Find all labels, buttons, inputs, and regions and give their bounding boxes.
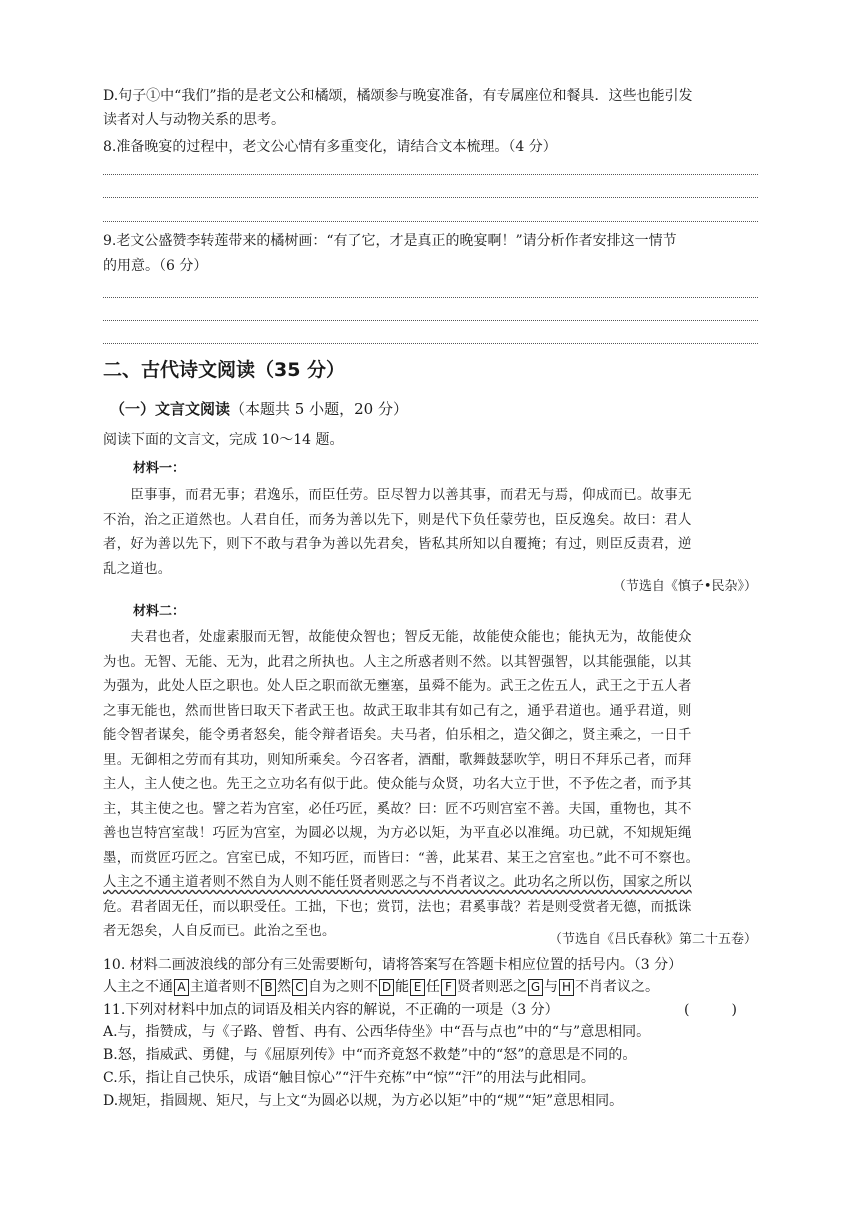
passage-line: 墨，而赏匠巧匠之。宫室已成，不知巧匠，而皆曰：“善，此某君、某王之宫室也。”此不可不察也。 — [103, 850, 700, 866]
answer-line — [103, 343, 758, 344]
passage-line: 者，好为善以先下，则下不敢与君争为善以先君矣，皆私其所知以自覆掩；有过，则臣反责君，逆 — [103, 537, 692, 552]
instruction: 阅读下面的文言文，完成 10～14 题。 — [103, 432, 344, 448]
q11-option-b: B.怒，指威武、勇健，与《屈原列传》中“而齐竟怒不救楚”中的“怒”的意思是不同的。 — [103, 1047, 637, 1063]
answer-line — [103, 174, 758, 175]
break-box-h[interactable]: H — [559, 979, 574, 996]
passage-line: 主人，主人使之也。先王之立功名有似于此。使众能与众贤，功名大立于世，不予佐之者，而予其 — [103, 777, 692, 792]
text-segment: 人主之不通 — [103, 979, 173, 995]
passage-line: 之事无能也，然而世皆曰取天下者武王也。故武王取非其有如己有之，通乎君道也。通乎君道，则 — [103, 703, 692, 719]
subsection-title-rest: （本题共 5 小题，20 分） — [230, 400, 408, 418]
break-box-c[interactable]: C — [292, 979, 307, 996]
text-segment: 主道者则不 — [190, 979, 260, 995]
passage-line: 危。君者固无任，而以职受任。工拙，下也；赏罚，法也；君奚事哉？若是则受赏者无德，而抵诛 — [103, 899, 692, 915]
text-segment: 任 — [426, 979, 440, 995]
material-1-text — [103, 484, 763, 582]
material-1-label: 材料一： — [133, 461, 186, 476]
break-box-b[interactable]: B — [261, 979, 276, 996]
passage-line: 者无怨矣，人自反而已。此治之至也。 — [103, 924, 336, 939]
q11-option-d: D.规矩，指圆规、矩尺，与上文“为圆必以规，为方必以矩”中的“规”“矩”意思相同。 — [103, 1093, 624, 1109]
answer-line — [103, 297, 758, 298]
break-box-g[interactable]: G — [528, 979, 543, 996]
q11-option-a: A.与，指赞成，与《子路、曾皙、冉有、公西华侍坐》中“吾与点也”中的“与”意思相同。 — [103, 1024, 651, 1040]
passage-line: 能令智者谋矣，能令勇者怒矣，能令辩者语矣。夫马者，伯乐相之，造父御之，贤主乘之，一日千 — [103, 728, 692, 743]
text-segment: 与 — [544, 979, 558, 995]
answer-parenthesis[interactable]: ( ) — [684, 1002, 737, 1018]
passage-line: 乱之道也。 — [103, 561, 172, 577]
question-10: 10. 材料二画波浪线的部分有三处需要断句，请将答案写在答题卡相应位置的括号内。（3 分） — [103, 957, 683, 973]
text-segment: 能 — [395, 979, 409, 995]
text-segment: 然 — [277, 979, 291, 995]
text-segment: 不肖者议之。 — [575, 979, 659, 995]
passage-line: 为强为，此处人臣之职也。处人臣之职而欲无壅塞，虽舜不能为。武王之佐五人，武王之于五人者 — [103, 679, 692, 694]
question-10-sentence — [103, 977, 659, 997]
question-8: 8.准备晚宴的过程中，老文公心情有多重变化，请结合文本梳理。（4 分） — [103, 139, 557, 155]
question-9-line1: 9.老文公盛赞李转莲带来的橘树画：“有了它，才是真正的晚宴啊！”请分析作者安排这一情节 — [103, 233, 677, 249]
question-11-stem: 11.下列对材料中加点的词语及相关内容的解说，不正确的一项是（3 分） — [103, 1002, 559, 1018]
passage-line: 主，其主使之也。譬之若为宫室，必任巧匠，奚故？曰：匠不巧则宫室不善。夫国，重物也，其不 — [103, 801, 692, 817]
section-title: 二、古代诗文阅读（35 分） — [103, 359, 346, 381]
passage-line-wavy: 人主之不通主道者则不然自为人则不能任贤者则恶之与不肖者议之。此功名之所以伤，国家之所以 — [103, 875, 692, 890]
break-box-a[interactable]: A — [174, 979, 189, 996]
break-box-e[interactable]: E — [410, 979, 425, 996]
subsection-title — [110, 398, 408, 420]
answer-line — [103, 197, 758, 198]
text-segment: 贤者则恶之 — [457, 979, 527, 995]
q11-option-c: C.乐，指让自己快乐，成语“触目惊心”“汗牛充栋”中“惊”“汗”的用法与此相同。 — [103, 1070, 595, 1086]
answer-line — [103, 221, 758, 222]
answer-line — [103, 320, 758, 321]
q7-option-d-line2: 读者对人与动物关系的思考。 — [103, 112, 285, 128]
passage-line: 夫君也者，处虚素服而无智，故能使众智也；智反无能，故能使众能也；能执无为，故能使众 — [103, 630, 692, 645]
passage-line: 善也岂特宫室哉！巧匠为宫室，为圆必以规，为方必以矩，为平直必以准绳。功已就，不知规矩绳 — [103, 826, 692, 841]
text-segment: 自为之则不 — [308, 979, 378, 995]
break-box-f[interactable]: F — [441, 979, 456, 996]
material-2-label: 材料二： — [133, 604, 186, 619]
passage-line: 不治，治之正道然也。人君自任，而务为善以先下，则是代下负任蒙劳也，臣反逸矣。故曰：君人 — [103, 512, 692, 528]
material-2-source: （节选自《吕氏春秋》第二十五卷） — [548, 932, 757, 947]
question-9-line2: 的用意。（6 分） — [103, 258, 208, 274]
material-1-source: （节选自《慎子•民杂》） — [612, 579, 757, 594]
passage-line: 里。无御相之劳而有其功，则知所乘矣。今召客者，酒酣，歌舞鼓瑟吹竽，明日不拜乐己者，而拜 — [103, 752, 692, 768]
q7-option-d-line1: D.句子①中“我们”指的是老文公和橘颂，橘颂参与晚宴准备，有专属座位和餐具．这些也能引发 — [103, 88, 693, 104]
material-2-text — [103, 626, 763, 945]
subsection-title-bold: （一）文言文阅读 — [110, 400, 231, 418]
passage-line: 为也。无智、无能、无为，此君之所执也。人主之所惑者则不然。以其智强智，以其能强能，以其 — [103, 654, 692, 670]
break-box-d[interactable]: D — [379, 979, 394, 996]
passage-line: 臣事事，而君无事；君逸乐，而臣任劳。臣尽智力以善其事，而君无与焉，仰成而已。故事无 — [103, 488, 692, 503]
